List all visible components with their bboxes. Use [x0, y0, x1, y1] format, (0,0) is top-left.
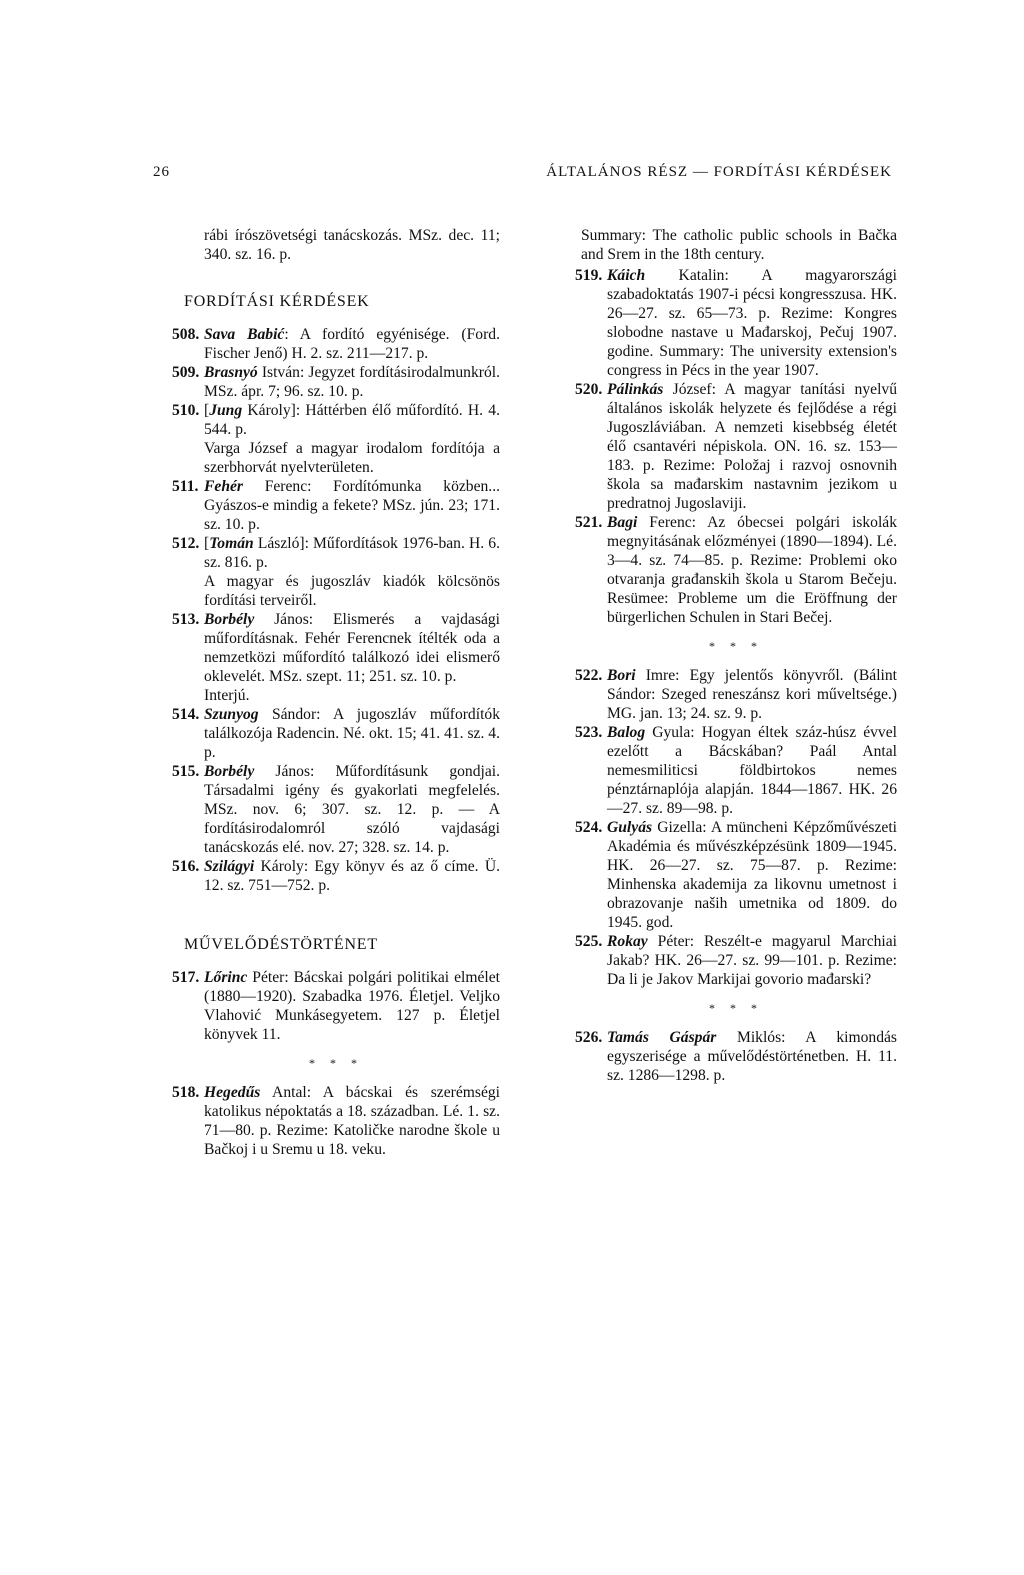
- entry-number: 517.: [172, 969, 200, 986]
- entry-number: 518.: [172, 1084, 200, 1101]
- entry-522: [575, 666, 897, 723]
- entry-519: [575, 266, 897, 380]
- entry-number: 516.: [172, 858, 200, 875]
- entry-author: Sava Babić: [204, 326, 285, 343]
- entry-520: [575, 380, 897, 513]
- entry-text: Gyula: Hogyan éltek száz-húsz évvel ezelőtt a Bácskában? Paál Antal nemesmiliticsi földbirtokos nemes pénztárnaplója alapján. 1844—1867. HK. 26—27. sz. 89—98. p.: [607, 724, 897, 817]
- entry-author: Bori: [607, 667, 636, 684]
- entry-511: [172, 477, 500, 534]
- entry-text: István: Jegyzet fordításirodalmunkról. MSz. ápr. 7; 96. sz. 10. p.: [204, 364, 500, 400]
- entry-author: Jung: [209, 402, 243, 419]
- entry-510: [172, 401, 500, 477]
- entry-author: Borbély: [204, 763, 255, 780]
- entry-text: Károly: Egy könyv és az ő címe. Ü. 12. sz. 751—752. p.: [204, 858, 500, 894]
- entry-number: 510.: [172, 402, 200, 419]
- entry-number: 520.: [575, 381, 603, 398]
- entry-number: 519.: [575, 267, 603, 284]
- entry-author: Tomán: [209, 535, 254, 552]
- entry-author: Lőrinc: [204, 969, 248, 986]
- entry-text: László]: Műfordítások 1976-ban. H. 6. sz. 816. p.: [204, 535, 500, 571]
- entry-author: Pálinkás: [607, 381, 664, 398]
- entry-author: Káich: [607, 267, 646, 284]
- entry-514: [172, 705, 500, 762]
- entry-author: Brasnyó: [204, 364, 258, 381]
- entry-annotation: A magyar és jugoszláv kiadók kölcsönös fordítási terveiről.: [204, 573, 500, 609]
- entry-524: [575, 818, 897, 932]
- entry-526: [575, 1028, 897, 1085]
- entry-author: Bagi: [607, 514, 638, 531]
- entry-number: 525.: [575, 933, 603, 950]
- entry-number: 515.: [172, 763, 200, 780]
- entry-509: [172, 363, 500, 401]
- entry-text: Antal: A bácskai és szerémségi katolikus népoktatás a 18. században. Lé. 1. sz. 71—80. p. Rezime: Katoličke narodne škole u Bačkoj i u Sremu u 18. veku.: [204, 1084, 500, 1158]
- entry-508: [172, 325, 500, 363]
- entry-number: 511.: [172, 478, 199, 495]
- entry-517: [172, 968, 500, 1044]
- entry-text: János: Elismerés a vajdasági műfordításnak. Fehér Ferencnek ítélték oda a nemzetközi műfordító találkozó idei elismerő oklevelét. MSz. szept. 11; 251. sz. 10. p.: [204, 611, 500, 685]
- right-column: [575, 226, 897, 1085]
- entry-number: 521.: [575, 514, 603, 531]
- entry-number: 512.: [172, 535, 200, 552]
- entry-text: Károly]: Háttérben élő műfordító. H. 4. 544. p.: [204, 402, 500, 438]
- page-header: [0, 164, 1024, 186]
- entry-bracket: [: [204, 535, 210, 552]
- entry-author: Hegedűs: [204, 1084, 261, 1101]
- entry-513: [172, 610, 500, 705]
- entry-author: Szilágyi: [204, 858, 255, 875]
- entry-bracket: [: [204, 402, 210, 419]
- entry-author: Borbély: [204, 611, 255, 628]
- page-number: 26: [153, 164, 170, 180]
- entry-number: 513.: [172, 611, 200, 628]
- entry-author: Gulyás: [607, 819, 653, 836]
- entry-number: 508.: [172, 326, 200, 343]
- entry-number: 514.: [172, 706, 200, 723]
- entry-523: [575, 723, 897, 818]
- entry-512: [172, 534, 500, 610]
- section-title-forditasi-kerdesek: FORDÍTÁSI KÉRDÉSEK: [184, 293, 370, 310]
- section-separator: * * *: [309, 1056, 363, 1070]
- continued-entry-fragment: Summary: The catholic public schools in Bačka and Srem in the 18th century.: [581, 227, 897, 263]
- entry-number: 509.: [172, 364, 200, 381]
- running-title: ÁLTALÁNOS RÉSZ — FORDÍTÁSI KÉRDÉSEK: [546, 164, 892, 180]
- entry-text: Miklós: A kimondás egyszerisége a művelődéstörténetben. H. 11. sz. 1286—1298. p.: [607, 1029, 897, 1084]
- continued-entry-fragment: rábi írószövetségi tanácskozás. MSz. dec. 11; 340. sz. 16. p.: [204, 227, 500, 263]
- entry-521: [575, 513, 897, 627]
- entry-text: Ferenc: Az óbecsei polgári iskolák megnyitásának előzményei (1890—1894). Lé. 3—4. sz. 74—85. p. Rezime: Problemi oko otvaranja građanskih škola u Starom Bečeju. Resümee: Probleme um die Eröffnung der bürgerlichen Schulen in Stari Bečej.: [607, 514, 897, 626]
- entry-annotation: Varga József a magyar irodalom fordítója a szerbhorvát nyelvterületen.: [204, 440, 500, 476]
- entry-author: Szunyog: [204, 706, 259, 723]
- entry-number: 522.: [575, 667, 603, 684]
- entry-text: Gizella: A müncheni Képzőművészeti Akadémia és művészképzésünk 1809—1945. HK. 26—27. sz. 75—87. p. Rezime: Minhenska akademija za likovnu umetnost i obrazovanje naših umetnika od 1809. do 1945. god.: [607, 819, 897, 931]
- left-column: [172, 226, 500, 1159]
- section-title-muvelodestortenet: MŰVELŐDÉSTÖRTÉNET: [184, 936, 378, 953]
- entry-text: Péter: Bácskai polgári politikai elmélet (1880—1920). Szabadka 1976. Életjel. Veljko Vlahović Munkásegyetem. 127 p. Életjel könyvek 11.: [204, 969, 500, 1043]
- entry-525: [575, 932, 897, 989]
- entry-516: [172, 857, 500, 895]
- entry-number: 524.: [575, 819, 603, 836]
- entry-text: Sándor: A jugoszláv műfordítók találkozója Radencin. Né. okt. 15; 41. 41. sz. 4. p.: [204, 706, 500, 761]
- entry-author: Rokay: [607, 933, 648, 950]
- entry-515: [172, 762, 500, 857]
- entry-text: Imre: Egy jelentős könyvről. (Bálint Sándor: Szeged reneszánsz kori műveltsége.) MG. jan. 13; 24. sz. 9. p.: [607, 667, 897, 722]
- section-separator: * * *: [709, 639, 763, 653]
- section-separator: * * *: [709, 1001, 763, 1015]
- entry-text: : A fordító egyénisége. (Ford. Fischer Jenő) H. 2. sz. 211—217. p.: [204, 326, 500, 362]
- entry-number: 523.: [575, 724, 603, 741]
- entry-annotation: Interjú.: [204, 687, 250, 704]
- entry-518: [172, 1083, 500, 1159]
- entry-author: Tamás Gáspár: [607, 1029, 717, 1046]
- entry-text: János: Műfordításunk gondjai. Társadalmi igény és gyakorlati megfelelés. MSz. nov. 6; 307. sz. 12. p. — A fordításirodalomról szóló vajdasági tanácskozás elé. nov. 27; 328. sz. 14. p.: [204, 763, 500, 856]
- entry-number: 526.: [575, 1029, 603, 1046]
- entry-text: Katalin: A magyarországi szabadoktatás 1907-i pécsi kongresszusa. HK. 26—27. sz. 65—73. p. Rezime: Kongres slobodne nastave u Mađarskoj, Pečuj 1907. godine. Summary: The university extension's congress in Pécs in the year 1907.: [607, 267, 897, 379]
- entry-author: Fehér: [204, 478, 243, 495]
- entry-text: József: A magyar tanítási nyelvű általános iskolák helyzete és fejlődése a régi Jugoszláviában. A nemzeti kisebbség életét élő csantavéri népiskola. ON. 16. sz. 153—183. p. Rezime: Položaj i razvoj osnovnih škola sa mađarskim nastavnim jezikom u predratnoj Jugoslaviji.: [607, 381, 897, 512]
- entry-author: Balog: [607, 724, 646, 741]
- entry-text: Ferenc: Fordítómunka közben... Gyászos-e mindig a fekete? MSz. jún. 23; 171. sz. 10. p.: [204, 478, 500, 533]
- entry-text: Péter: Reszélt-e magyarul Marchiai Jakab? HK. 26—27. sz. 99—101. p. Rezime: Da li je Jakov Markijai govorio mađarski?: [607, 933, 897, 988]
